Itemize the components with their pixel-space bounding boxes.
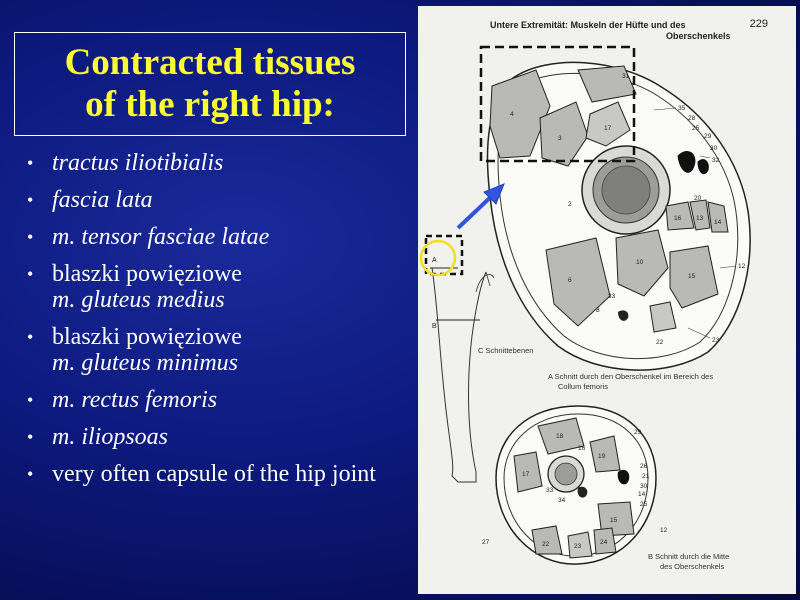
femur-a-core [602,166,650,214]
figure-page-number: 229 [749,18,768,30]
section-a-number-label: 28 [688,115,696,122]
section-a-number-label: 35 [678,105,686,112]
bullet-dot: • [27,190,34,210]
bullet-item [24,387,416,413]
section-a-number-label: 16 [674,215,682,222]
section-a-number-label: 25 [692,125,700,132]
section-a-number-label: 4 [510,111,514,118]
section-a-number-label: 8 [596,307,600,314]
figure-caption-c: C Schnittebenen [478,346,534,355]
figure-header-line-2: Oberschenkels [666,31,731,41]
section-a-number-label: 29 [704,133,712,140]
bullet-dot: • [27,427,34,447]
section-b-number-label: 25 [640,501,648,508]
section-a-number-label: 2 [568,201,572,208]
bullet-text: blaszki powięziowe [52,324,242,350]
bullet-text: m. iliopsoas [52,424,169,450]
bullet-item [24,424,416,450]
bullet-dot: • [27,327,34,347]
figure-caption-a-line-2: Collum femoris [558,382,609,391]
section-b-number-label: 27 [482,539,490,546]
bullet-subtext: m. gluteus medius [52,287,225,313]
bullet-text: tractus iliotibialis [52,150,224,176]
bullet-text: blaszki powięziowe [52,261,242,287]
section-b-number-label: 16 [578,445,586,452]
leg-outline-diagram [430,257,494,482]
section-b-number-label: 15 [610,517,618,524]
bullet-subtext: m. gluteus minimus [52,350,238,376]
section-a-number-label: 15 [688,273,696,280]
anatomy-figure [418,6,796,594]
slide-title-line-2: of the right hip: [85,84,335,125]
bullet-text: fascia lata [52,187,153,213]
bullet-text: m. tensor fasciae latae [52,224,270,250]
section-a-number-label: 3 [558,135,562,142]
section-b-number-label: 14 [638,491,646,498]
section-b-number-label: 30 [640,483,648,490]
section-a-number-label: 33 [608,293,616,300]
cross-section-drawing [418,6,796,594]
figure-header-line-1: Untere Extremität: Muskeln der Hüfte und des [490,20,686,30]
section-a-number-label: 20 [694,195,702,202]
section-b-number-label: 24 [600,539,608,546]
figure-caption-b-line-2: des Oberschenkels [660,562,725,571]
bullet-dot: • [27,153,34,173]
section-a-number-label: 17 [604,125,612,132]
bullet-dot: • [27,464,34,484]
bullet-text: very often capsule of the hip joint [52,461,376,487]
section-a-number-label: 23 [712,337,720,344]
section-b-number-label: 29 [634,429,642,436]
thigh-section-a [488,62,750,370]
femur-b-marrow [555,463,577,485]
section-b-number-label: 33 [546,487,554,494]
bullet-item [24,150,416,176]
section-b-number-label: 12 [660,527,668,534]
section-a-number-label: 10 [636,259,644,266]
slide-title-box [14,32,406,136]
thigh-section-b [496,406,656,564]
section-b-number-label: 18 [556,433,564,440]
leg-label-a: A [432,257,437,264]
section-b-number-label: 26 [640,463,648,470]
section-a-number-label: 12 [738,263,746,270]
section-a-number-label: 30 [710,145,718,152]
section-b-number-label: 23 [574,543,582,550]
figure-caption-b-line-1: B Schnitt durch die Mitte [648,552,730,561]
bullet-item [24,461,416,487]
bullet-item [24,324,416,376]
bullet-item [24,224,416,250]
leg-outline [432,268,486,482]
figure-caption-a-line-1: A Schnitt durch den Oberschenkel im Bereich des [548,372,714,381]
section-b-number-label: 17 [522,471,530,478]
section-a-number-label: 31 [622,73,630,80]
bullet-dot: • [27,390,34,410]
section-b-number-label: 22 [542,541,550,548]
section-b-number-label: 34 [558,497,566,504]
section-a-number-label: 6 [568,277,572,284]
bullet-item [24,187,416,213]
bullet-dot: • [27,264,34,284]
leg-label-b: B [432,323,437,330]
bullet-list [24,150,416,498]
section-b-number-label: 21 [642,473,650,480]
bullet-text: m. rectus femoris [52,387,218,413]
section-b-number-label: 19 [598,453,606,460]
section-a-number-label: 32 [712,157,720,164]
bullet-item [24,261,416,313]
section-a-number-label: 13 [696,215,704,222]
slide-title-line-1: Contracted tissues [64,42,356,83]
section-a-number-label: 22 [656,339,664,346]
bullet-dot: • [27,227,34,247]
section-a-number-label: 14 [714,219,722,226]
